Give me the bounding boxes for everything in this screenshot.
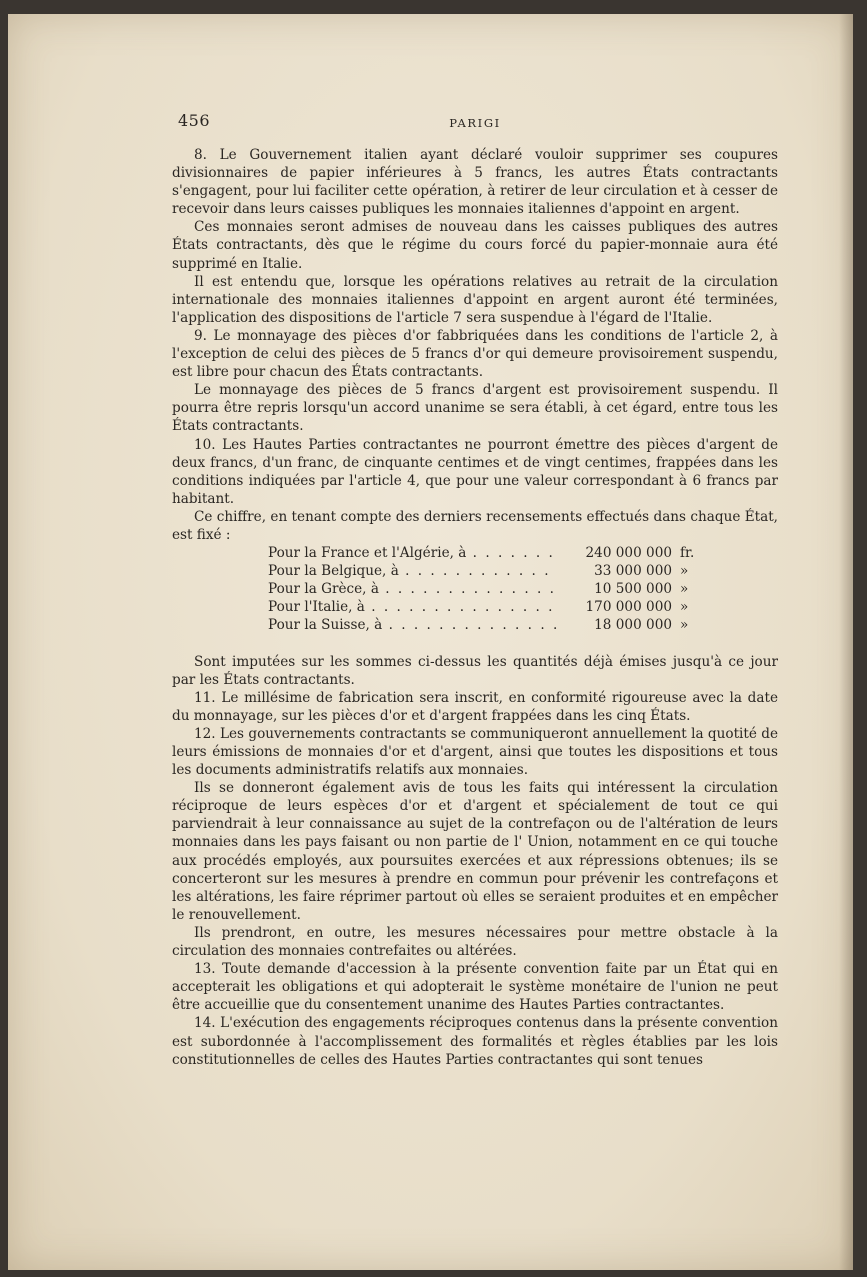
page-number: 456 [178,111,211,130]
row-amount: 10 500 000 [594,581,672,598]
paragraph-art11: 11. Le millésime de fabrication sera inscrit, en conformité rigoureuse avec la date du monnayage, sur les pièces d'or et d'argent frappées dans les cinq États. [172,689,778,724]
row-unit: fr. [680,545,695,562]
row-label: Pour la Suisse, à . . . [268,616,558,634]
running-head: PARIGI [449,116,501,130]
row-label: Pour la Belgique, à . . . [268,562,558,580]
paragraph-art13: 13. Toute demande d'accession à la présente convention faite par un État qui en accepterait les obligations et qui adopterait le système monétaire de l'union ne peut être accueillie que du consentement unanime des Hautes Parties contractantes. [172,961,778,1014]
paragraph-art10: 10. Les Hautes Parties contractantes ne pourront émettre des pièces d'argent de deux francs, d'un franc, de cinquante centimes et de vingt centimes, frappées dans les conditions indiquées par l'article 4, que pour une valeur correspondant à 6 francs par habitant. [172,436,778,507]
page-content [172,112,778,1069]
page-header [172,112,778,146]
row-amount: 18 000 000 [594,617,672,634]
table-row [268,616,708,634]
paragraph-art12-cont1: Ils se donneront également avis de tous les faits qui intéressent la circulation réciproque de leurs espèces d'or et d'argent et spécialement de tout ce qui parviendrait à leur connaissance au sujet de la contrefaçon ou de l'altération de leurs monnaies dans les pays faisant ou non partie de l' Union, notamment en ce qui touche aux procédés employés, aux poursuites exercées et aux répressions obtenues; ils se concerteront sur les mesures à prendre en commun pour prévenir les contrefaçons et les altérations, les faire réprimer partout où elles se seraient produites et en empêcher le renouvellement. [172,780,778,923]
row-unit: » [680,599,689,616]
paragraph-art12-cont2: Ils prendront, en outre, les mesures nécessaires pour mettre obstacle à la circulation des monnaies contrefaites ou altérées. [172,924,778,960]
paragraph-art8-cont2: Il est entendu que, lorsque les opérations relatives au retrait de la circulation internationale des monnaies italiennes d'appoint en argent auront été terminées, l'application des dispositions de l'article 7 sera suspendue à l'égard de l'Italie. [172,273,778,326]
paragraph-art9-cont: Le monnayage des pièces de 5 francs d'argent est provisoirement suspendu. Il pourra être repris lorsqu'un accord unanime se sera établi, à cet égard, entre tous les États contractants. [172,382,778,435]
row-amount: 33 000 000 [594,563,672,580]
paragraph-art10-cont: Ce chiffre, en tenant compte des derniers recensements effectués dans chaque État, est fixé : [172,508,778,543]
row-unit: » [680,617,689,634]
row-label: Pour la Grèce, à . . . [268,580,558,598]
row-amount: 240 000 000 [585,545,672,562]
row-unit: » [680,563,689,580]
paragraph-art8: 8. Le Gouvernement italien ayant déclaré vouloir supprimer ses coupures divisionnaires de papier inférieures à 5 francs, les autres États contractants s'engagent, pour lui faciliter cette opération, à retirer de leur circulation et à cesser de recevoir dans leurs caisses publiques les monnaies italiennes d'appoint en argent. [172,147,778,218]
row-label: Pour la France et l'Algérie, à . . . [268,544,558,562]
table-row [268,562,708,580]
vertical-gap [172,635,778,653]
table-row [268,598,708,616]
allocation-table [268,544,708,634]
page-edge-shadow [839,14,853,1270]
paragraph-art10-imputation: Sont imputées sur les sommes ci-dessus les quantités déjà émises jusqu'à ce jour par les États contractants. [172,653,778,688]
paragraph-art8-cont1: Ces monnaies seront admises de nouveau dans les caisses publiques des autres États contractants, dès que le régime du cours forcé du papier-monnaie aura été supprimé en Italie. [172,219,778,272]
row-label: Pour l'Italie, à . . . [268,598,558,616]
table-row [268,580,708,598]
paragraph-art14: 14. L'exécution des engagements réciproques contenus dans la présente convention est subordonnée à l'accomplissement des formalités et règles établies par les lois constitutionnelles de celles des Hautes Parties contractantes qui sont tenues [172,1015,778,1068]
row-amount: 170 000 000 [585,599,672,616]
paragraph-art9: 9. Le monnayage des pièces d'or fabbriquées dans les conditions de l'article 2, à l'exception de celui des pièces de 5 francs d'or qui demeure provisoirement suspendu, est libre pour chacun des États contractants. [172,327,778,381]
book-page [8,14,853,1270]
table-row [268,544,708,562]
paragraph-art12: 12. Les gouvernements contractants se communiqueront annuellement la quotité de leurs émissions de monnaies d'or et d'argent, ainsi que toutes les dispositions et tous les documents administratifs relatifs aux monnaies. [172,725,778,779]
row-unit: » [680,581,689,598]
